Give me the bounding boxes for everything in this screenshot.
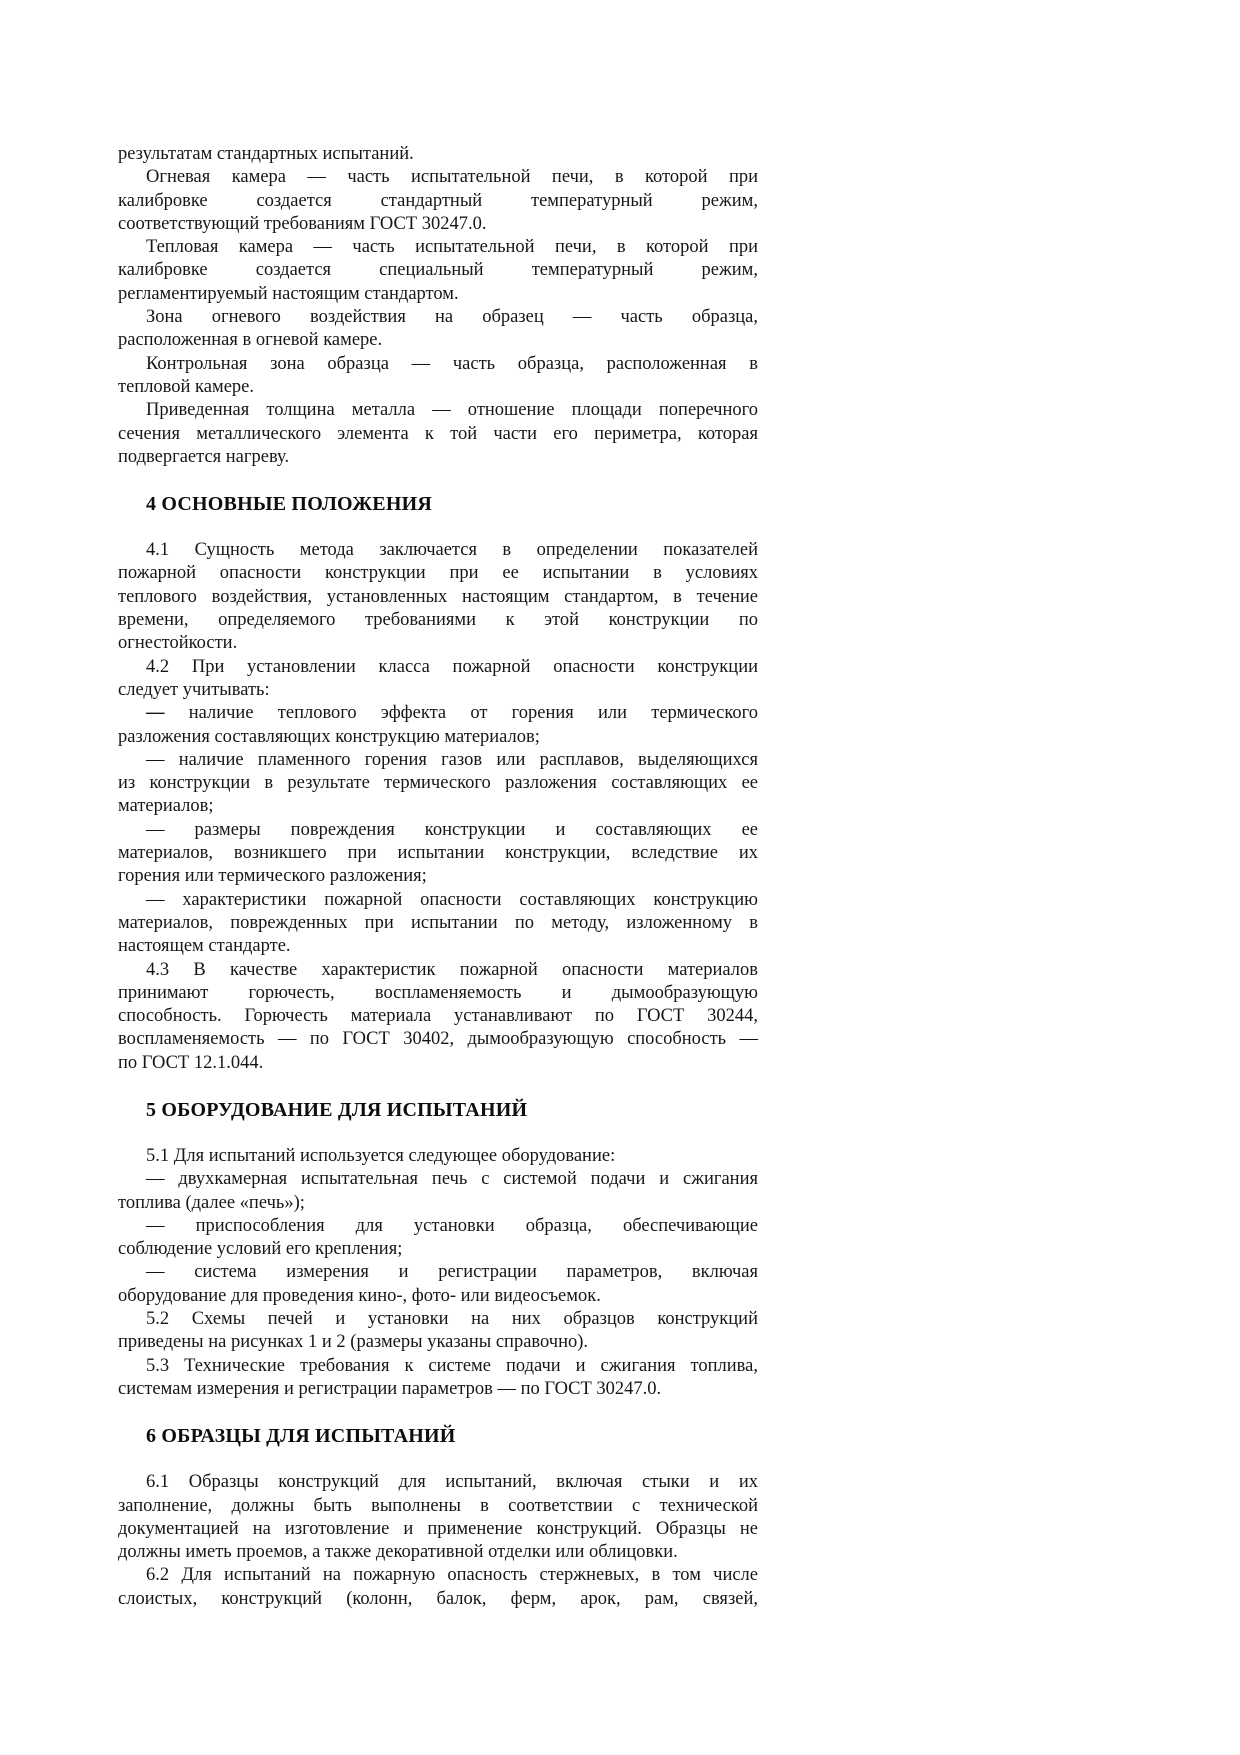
body-line: Тепловая камера — часть испытательной печи, в которой при bbox=[146, 237, 758, 258]
section-heading: 5 ОБОРУДОВАНИЕ ДЛЯ ИСПЫТАНИЙ bbox=[146, 1098, 528, 1121]
body-line: — размеры повреждения конструкции и составляющих ее bbox=[146, 819, 758, 840]
body-line: 4.1 Сущность метода заключается в определении показателей bbox=[146, 540, 758, 561]
body-line: Контрольная зона образца — часть образца, расположенная в bbox=[146, 353, 758, 374]
section-heading: 6 ОБРАЗЦЫ ДЛЯ ИСПЫТАНИЙ bbox=[146, 1425, 456, 1448]
body-line: материалов, возникшего при испытании конструкции, вследствие их bbox=[118, 843, 758, 864]
body-line: соблюдение условий его крепления; bbox=[118, 1239, 403, 1260]
body-line: времени, определяемого требованиями к этой конструкции по bbox=[118, 610, 758, 631]
body-line: 5.1 Для испытаний используется следующее оборудование: bbox=[146, 1145, 616, 1166]
body-line: калибровке создается специальный температурный режим, bbox=[118, 260, 758, 281]
body-line: Приведенная толщина металла — отношение площади поперечного bbox=[146, 400, 758, 421]
body-line: материалов; bbox=[118, 796, 214, 817]
body-line: — приспособления для установки образца, обеспечивающие bbox=[146, 1215, 758, 1236]
body-line: оборудование для проведения кино-, фото- или видеосъемок. bbox=[118, 1285, 601, 1306]
body-line: сечения металлического элемента к той части его периметра, которая bbox=[118, 423, 758, 444]
body-line: 4.2 При установлении класса пожарной опасности конструкции bbox=[146, 656, 758, 677]
body-line: 4.3 В качестве характеристик пожарной опасности материалов bbox=[146, 959, 758, 980]
bold-dash-marker: — bbox=[146, 703, 165, 724]
body-line: Огневая камера — часть испытательной печи, в которой при bbox=[146, 167, 758, 188]
body-line: принимают горючесть, воспламеняемость и дымообразующую bbox=[118, 982, 758, 1003]
section-heading: 4 ОСНОВНЫЕ ПОЛОЖЕНИЯ bbox=[146, 493, 432, 516]
body-line: Зона огневого воздействия на образец — часть образца, bbox=[146, 307, 758, 328]
body-line: — наличие пламенного горения газов или расплавов, выделяющихся bbox=[146, 749, 758, 770]
body-line: приведены на рисунках 1 и 2 (размеры указаны справочно). bbox=[118, 1332, 589, 1353]
body-line: системам измерения и регистрации параметров — по ГОСТ 30247.0. bbox=[118, 1378, 662, 1399]
body-line bbox=[118, 702, 758, 725]
body-line: регламентируемый настоящим стандартом. bbox=[118, 283, 459, 304]
body-line: способность. Горючесть материала устанавливают по ГОСТ 30244, bbox=[118, 1006, 758, 1027]
body-line: заполнение, должны быть выполнены в соответствии с технической bbox=[118, 1495, 758, 1516]
body-line: теплового воздействия, установленных настоящим стандартом, в течение bbox=[118, 586, 758, 607]
body-line: 5.2 Схемы печей и установки на них образцов конструкций bbox=[146, 1309, 758, 1330]
body-line: следует учитывать: bbox=[118, 679, 270, 700]
body-line: 6.2 Для испытаний на пожарную опасность стержневых, в том числе bbox=[146, 1565, 758, 1586]
body-line: подвергается нагреву. bbox=[118, 446, 290, 467]
body-line: должны иметь проемов, а также декоративной отделки или облицовки. bbox=[118, 1542, 678, 1563]
text-block bbox=[118, 143, 758, 1611]
body-line: соответствующий требованиям ГОСТ 30247.0. bbox=[118, 213, 487, 234]
body-line-segment: наличие теплового эффекта от горения или термического bbox=[164, 703, 758, 724]
body-line: результатам стандартных испытаний. bbox=[118, 144, 414, 164]
body-line: документацией на изготовление и применение конструкций. Образцы не bbox=[118, 1518, 758, 1539]
body-line: по ГОСТ 12.1.044. bbox=[118, 1052, 264, 1073]
body-line: калибровке создается стандартный температурный режим, bbox=[118, 190, 758, 211]
body-line: воспламеняемость — по ГОСТ 30402, дымообразующую способность — bbox=[118, 1029, 758, 1050]
body-line: огнестойкости. bbox=[118, 633, 238, 654]
body-line: — система измерения и регистрации параметров, включая bbox=[146, 1262, 758, 1283]
body-line: расположенная в огневой камере. bbox=[118, 330, 383, 351]
body-line: 5.3 Технические требования к системе подачи и сжигания топлива, bbox=[146, 1355, 758, 1376]
body-line: тепловой камере. bbox=[118, 376, 254, 397]
body-line: топлива (далее «печь»); bbox=[118, 1192, 305, 1213]
body-line: материалов, поврежденных при испытании по методу, изложенному в bbox=[118, 912, 758, 933]
body-line: разложения составляющих конструкцию материалов; bbox=[118, 726, 540, 747]
body-line: — двухкамерная испытательная печь с системой подачи и сжигания bbox=[146, 1169, 758, 1190]
body-line: из конструкции в результате термического разложения составляющих ее bbox=[118, 773, 758, 794]
body-line: — характеристики пожарной опасности составляющих конструкцию bbox=[146, 889, 758, 910]
body-line: горения или термического разложения; bbox=[118, 866, 427, 887]
body-line: слоистых, конструкций (колонн, балок, ферм, арок, рам, связей, bbox=[118, 1588, 758, 1609]
body-line: настоящем стандарте. bbox=[118, 936, 291, 957]
body-line: 6.1 Образцы конструкций для испытаний, включая стыки и их bbox=[146, 1472, 758, 1493]
body-line: пожарной опасности конструкции при ее испытании в условиях bbox=[118, 563, 758, 584]
